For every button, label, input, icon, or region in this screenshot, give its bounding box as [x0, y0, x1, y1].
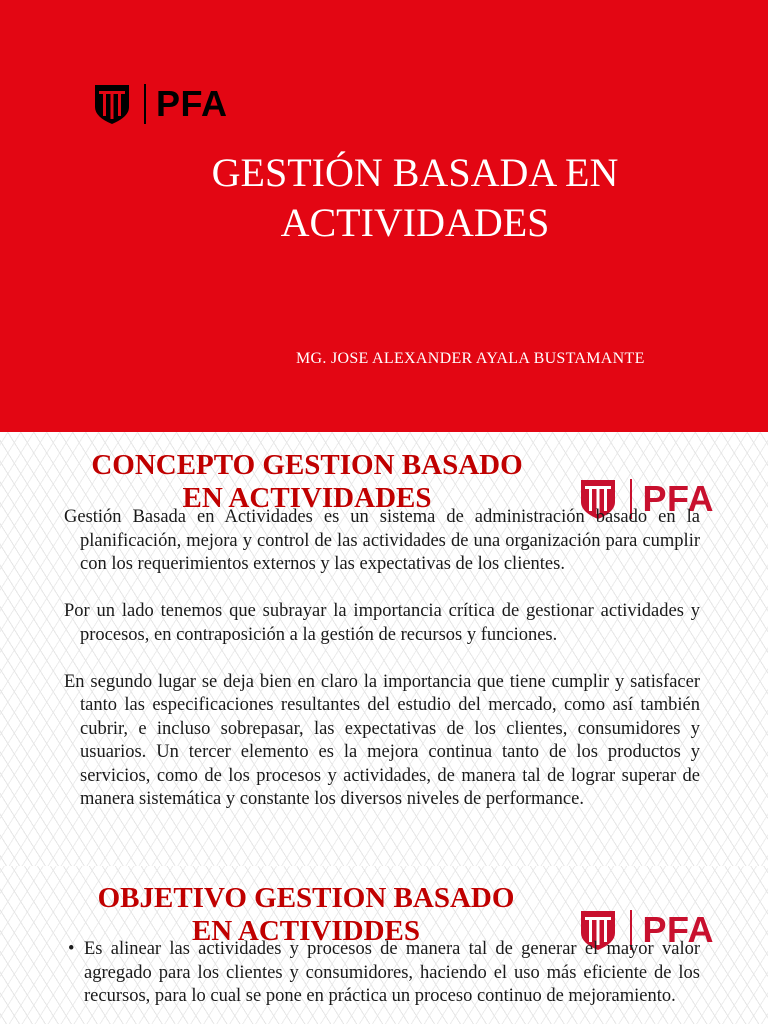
objective-slide — [0, 866, 768, 1024]
presentation-title — [150, 148, 680, 248]
objective-title-line-1: OBJETIVO GESTION BASADO — [97, 882, 515, 914]
concept-slide — [0, 432, 768, 866]
bullet-dot-icon: • — [68, 939, 75, 959]
concept-title-line-1: CONCEPTO GESTION BASADO — [91, 449, 523, 481]
concept-paragraph-2: Por un lado tenemos que subrayar la importancia crítica de gestionar actividades y procesos, en contraposición a la gestión de recursos y funciones. — [64, 601, 700, 645]
concept-body — [62, 506, 700, 866]
brand-name: PFA — [156, 83, 228, 124]
brand-name: PFA — [642, 909, 714, 950]
concept-paragraph-3: En segundo lugar se deja bien en claro la importancia que tiene cumplir y satisfacer tanto las especificaciones resultantes del estudio del mercado, como así también cubrir, e incluso sobrepasar, las expectativas de los clientes, consumidores y usuarios. Un tercer elemento es la mejora continua tanto de los productos y servicios, como de los procesos y actividades, de manera tal de lograr superar de manera sistemática y constante los diversos niveles de performance. — [64, 671, 700, 809]
concept-paragraph-1: Gestión Basada en Actividades es un sistema de administración basado en la planificación, mejora y control de las actividades de una organización para cumplir con los requerimientos externos y las expectativas de los clientes. — [64, 507, 700, 574]
objective-bullet-text: Es alinear las actividades y procesos de manera tal de generar el mayor valor agregado para los clientes y consumidores, haciendo el uso más eficiente de los recursos, para lo cual se pone en práctica un proceso continuo de mejoramiento. — [84, 939, 700, 1006]
objective-bullet-item — [62, 938, 700, 1009]
logo-divider — [144, 84, 146, 124]
pfa-logo — [94, 83, 228, 125]
concept-title-line-2: EN ACTIVIDADES — [182, 482, 432, 514]
author-name: MG. JOSE ALEXANDER AYALA BUSTAMANTE — [296, 350, 645, 367]
objective-title-line-2: EN ACTIVIDDES — [191, 915, 421, 947]
shield-logo-icon — [94, 83, 130, 125]
objective-body — [62, 938, 700, 1024]
title-line-2: ACTIVIDADES — [280, 200, 550, 245]
brand-name: PFA — [642, 478, 714, 519]
title-slide — [0, 0, 768, 432]
title-line-1: GESTIÓN BASADA EN — [211, 150, 619, 195]
